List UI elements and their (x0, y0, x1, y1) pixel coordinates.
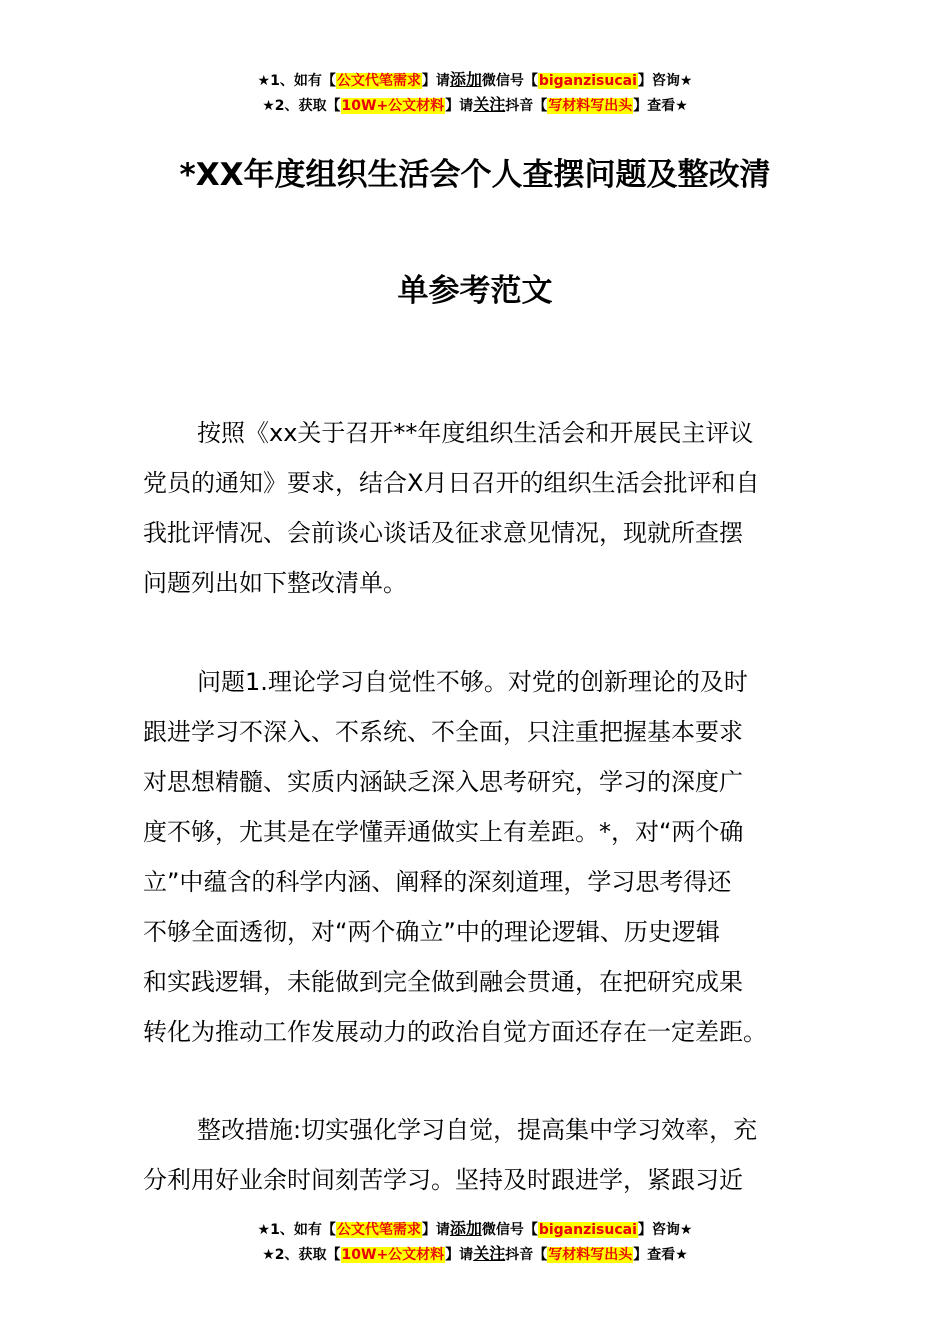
promo-banner-bottom (0, 1217, 950, 1267)
highlight-materials: 10W+公文材料 (341, 1247, 445, 1263)
text-line: 问题列出如下整改清单。 (143, 569, 407, 597)
paragraph-measures (143, 1105, 809, 1205)
text-line: 对思想精髓、实质内涵缺乏深入思考研究，学习的深度广 (143, 768, 743, 796)
text-line: 整改措施:切实强化学习自觉，提高集中学习效率，充 (197, 1116, 758, 1144)
highlight-douyin-account: 写材料写出头 (548, 98, 633, 114)
document-title-line-2: 单参考范文 (397, 273, 553, 309)
text-line: 跟进学习不深入、不系统、不全面，只注重把握基本要求 (143, 718, 743, 746)
text-line: 我批评情况、会前谈心谈话及征求意见情况，现就所查摆 (143, 519, 743, 547)
text-line: 和实践逻辑，未能做到完全做到融会贯通，在把研究成果 (143, 968, 743, 996)
highlight-service: 公文代笔需求 (336, 1222, 421, 1238)
paragraph-problem-1 (143, 657, 809, 1057)
highlight-douyin-account: 写材料写出头 (548, 1247, 633, 1263)
text-line: 分利用好业余时间刻苦学习。坚持及时跟进学，紧跟习近 (143, 1166, 743, 1194)
highlight-wechat-id: biganzisucai (538, 73, 637, 89)
document-title-line-1: *XX年度组织生活会个人查摆问题及整改清 (179, 157, 771, 193)
text-line: 问题1.理论学习自觉性不够。对党的创新理论的及时 (197, 668, 748, 696)
paragraph-intro (143, 408, 809, 608)
text-line: 转化为推动工作发展动力的政治自觉方面还存在一定差距。 (143, 1018, 767, 1046)
text-line: 立”中蕴含的科学内涵、阐释的深刻道理，学习思考得还 (143, 868, 732, 896)
text-line: 党员的通知》要求，结合X月日召开的组织生活会批评和自 (143, 469, 760, 497)
text-line: 不够全面透彻，对“两个确立”中的理论逻辑、历史逻辑 (143, 918, 720, 946)
promo-banner-top (0, 68, 950, 118)
text-line: 按照《xx关于召开**年度组织生活会和开展民主评议 (197, 419, 754, 447)
promo-line-1: ★1、如有【公文代笔需求】请添加微信号【biganzisucai】咨询★ (257, 70, 693, 89)
promo-line-1: ★1、如有【公文代笔需求】请添加微信号【biganzisucai】咨询★ (257, 1219, 693, 1238)
highlight-materials: 10W+公文材料 (341, 98, 445, 114)
highlight-wechat-id: biganzisucai (538, 1222, 637, 1238)
highlight-service: 公文代笔需求 (336, 73, 421, 89)
promo-line-2: ★2、获取【10W+公文材料】请关注抖音【写材料写出头】查看★ (262, 1244, 688, 1263)
text-line: 度不够，尤其是在学懂弄通做实上有差距。*，对“两个确 (143, 818, 744, 846)
promo-line-2: ★2、获取【10W+公文材料】请关注抖音【写材料写出头】查看★ (262, 95, 688, 114)
